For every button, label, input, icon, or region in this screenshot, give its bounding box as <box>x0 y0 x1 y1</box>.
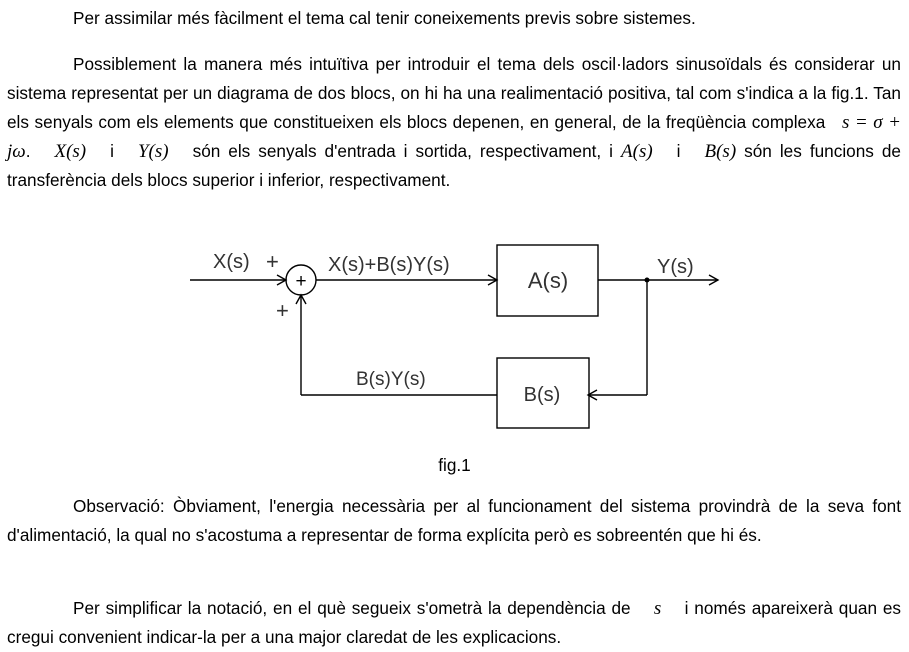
plus-sign-top: + <box>266 249 279 274</box>
text-segment: Possiblement la manera més intuïtiva per introduir el tema dels oscil·ladors sinusoïdals és considerar un sistema representat per un diagrama de dos blocs, on hi ha una realimentació positiva, tal com s'indica a la fig.1. Tan els senyals com els elements que constitueixen els blocs depenen, en general, de la freqüència complexa <box>7 54 901 132</box>
summing-junction-symbol: + <box>295 271 307 292</box>
paragraph-intro-text: Per assimilar més fàcilment el tema cal tenir coneixements previs sobre sistemes. <box>73 8 696 28</box>
formula-complex-frequency: s = σ + jω <box>7 112 901 162</box>
sum-output-label: X(s)+B(s)Y(s) <box>328 254 450 276</box>
text-segment: i <box>676 141 681 161</box>
text-segment: i <box>110 141 114 161</box>
feedback-label: B(s)Y(s) <box>356 369 426 390</box>
block-b-label: B(s) <box>523 384 561 406</box>
symbol-s: s <box>653 598 662 619</box>
block-diagram <box>0 230 909 448</box>
text-segment: són els senyals d'entrada i sortida, respectivament, i <box>192 141 614 161</box>
paragraph-system-description <box>7 50 901 195</box>
symbol-a-s: A(s) <box>621 141 653 162</box>
output-label: Y(s) <box>657 256 694 278</box>
text-segment: i només apareixerà quan es cregui convenient indicar-la per a una major claredat de les explicacions. <box>7 598 901 647</box>
paragraph-intro <box>7 4 901 33</box>
plus-sign-bottom: + <box>276 298 289 323</box>
text-segment: . <box>25 141 31 161</box>
symbol-y-s: Y(s) <box>137 141 169 162</box>
text-segment: Per simplificar la notació, en el què segueix s'ometrà la dependència de <box>73 598 631 618</box>
symbol-x-s: X(s) <box>54 141 87 162</box>
input-label: X(s) <box>213 251 250 273</box>
paragraph-observation-text: Observació: Òbviament, l'energia necessària per al funcionament del sistema provindrà de la seva font d'alimentació, la qual no s'acostuma a representar de forma explícita però es sobreentén que hi és. <box>7 496 901 545</box>
figure-caption <box>0 452 909 478</box>
paragraph-observation <box>7 492 901 550</box>
text-segment: són les funcions de transferència dels blocs superior i inferior, respectivament. <box>7 141 901 190</box>
block-a-label: A(s) <box>527 268 569 293</box>
figure-caption-text: fig.1 <box>438 455 471 475</box>
symbol-b-s: B(s) <box>704 141 737 162</box>
paragraph-notation <box>7 594 901 652</box>
